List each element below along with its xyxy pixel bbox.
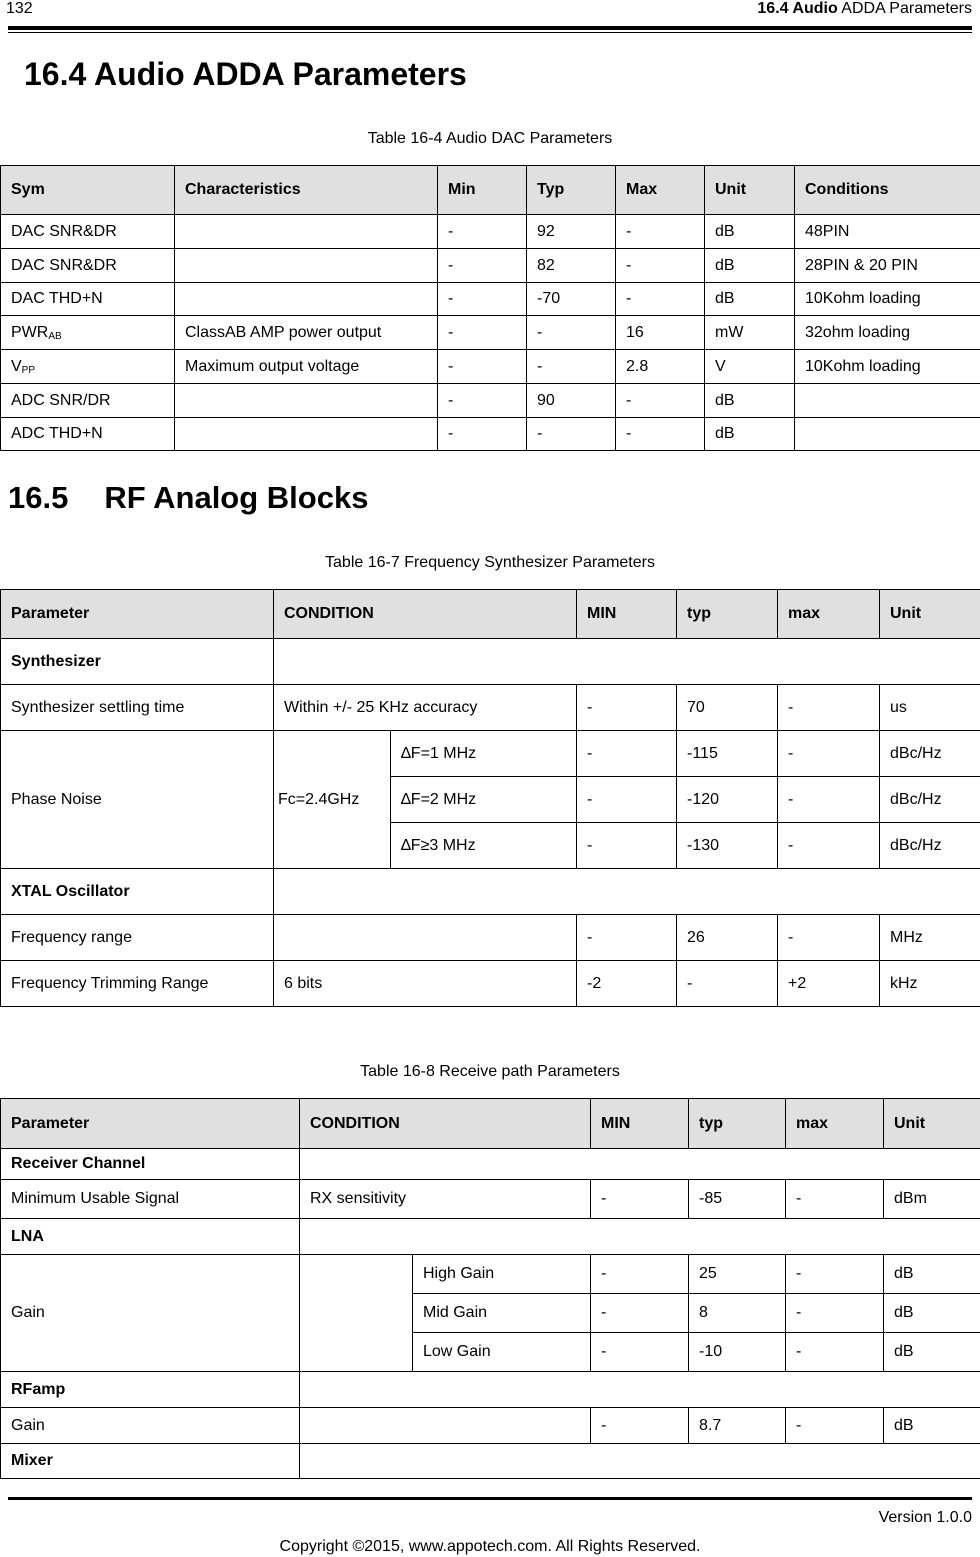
table-synth-caption: Table 16-7 Frequency Synthesizer Parameters xyxy=(325,554,655,571)
col-header: CONDITION xyxy=(300,1099,591,1149)
cell-char: ClassAB AMP power output xyxy=(175,316,438,350)
table-row xyxy=(1,384,980,418)
cell-unit: dB xyxy=(705,249,795,283)
cell-sym xyxy=(1,215,175,249)
cell-cond: 28PIN & 20 PIN xyxy=(795,249,980,283)
cell-cond: 10Kohm loading xyxy=(795,283,980,316)
table-row xyxy=(1,316,980,350)
col-header: Parameter xyxy=(1,590,274,639)
section-label: Mixer xyxy=(1,1444,300,1479)
cell-max: - xyxy=(616,249,705,283)
cell-unit: dB xyxy=(884,1333,980,1372)
cell-param: Phase Noise xyxy=(1,731,274,869)
cell-cond: Fc=2.4GHz xyxy=(274,731,391,869)
col-header: Min xyxy=(438,166,527,215)
cell-max: - xyxy=(616,215,705,249)
section-row xyxy=(1,869,980,915)
cell-unit: V xyxy=(705,350,795,384)
sym-text: ADC THD+N xyxy=(11,425,103,442)
cell-cond xyxy=(274,915,577,961)
table-row xyxy=(1,685,980,731)
cell-cond: RX sensitivity xyxy=(300,1180,591,1219)
section-heading-16-4: 16.4 Audio ADDA Parameters xyxy=(24,56,467,92)
cell-min: - xyxy=(438,418,527,451)
col-header: Typ xyxy=(527,166,616,215)
cell-min: - xyxy=(438,316,527,350)
cell-min: - xyxy=(577,731,677,777)
col-header: Max xyxy=(616,166,705,215)
section-number: 16.5 xyxy=(8,480,69,515)
cell-typ: 8 xyxy=(689,1294,786,1333)
cell-cond xyxy=(300,1255,413,1372)
cell-unit: mW xyxy=(705,316,795,350)
cell-param: Frequency range xyxy=(1,915,274,961)
cell-cond: 32ohm loading xyxy=(795,316,980,350)
cell-typ: 90 xyxy=(527,384,616,418)
col-header: MIN xyxy=(591,1099,689,1149)
cell-param: Synthesizer settling time xyxy=(1,685,274,731)
sym-text: ADC SNR/DR xyxy=(11,391,111,409)
table-row xyxy=(1,1180,980,1219)
cell-unit: dB xyxy=(705,384,795,418)
copyright-text: Copyright ©2015, www.appotech.com. All Rights Reserved. xyxy=(279,1538,701,1555)
cell-unit: dB xyxy=(884,1408,980,1444)
cell-min: - xyxy=(438,350,527,384)
cell-unit: us xyxy=(880,685,980,731)
cell-typ: -115 xyxy=(677,731,778,777)
cell-max: - xyxy=(786,1180,884,1219)
table-synth xyxy=(0,589,980,1007)
col-header: CONDITION xyxy=(274,590,577,639)
section-spacer xyxy=(274,869,980,915)
col-header: Conditions xyxy=(795,166,980,215)
table-row xyxy=(1,283,980,316)
cell-typ: 26 xyxy=(677,915,778,961)
cell-unit: dBc/Hz xyxy=(880,777,980,823)
cell-max: - xyxy=(778,823,880,869)
cell-max: - xyxy=(786,1255,884,1294)
col-header: max xyxy=(786,1099,884,1149)
cell-min: -2 xyxy=(577,961,677,1007)
cell-char xyxy=(175,384,438,418)
section-spacer xyxy=(300,1149,980,1180)
cell-max: - xyxy=(778,777,880,823)
col-header: Parameter xyxy=(1,1099,300,1149)
sym-subscript: PP xyxy=(21,364,36,376)
section-row xyxy=(1,639,980,685)
header-rule-thin xyxy=(8,32,972,33)
sym-subscript: AB xyxy=(48,330,62,342)
cell-min: - xyxy=(591,1408,689,1444)
cell-typ: 25 xyxy=(689,1255,786,1294)
cell-typ: 82 xyxy=(527,249,616,283)
cell-cond xyxy=(795,384,980,418)
table-row xyxy=(1,915,980,961)
cell-unit: dB xyxy=(705,215,795,249)
table-row xyxy=(1,350,980,384)
cell-sym xyxy=(1,249,175,283)
cell-max: 16 xyxy=(616,316,705,350)
cell-sym xyxy=(1,316,175,350)
table-row xyxy=(1,418,980,451)
cell-typ: - xyxy=(527,316,616,350)
col-header: Unit xyxy=(705,166,795,215)
cell-cond: 6 bits xyxy=(274,961,577,1007)
cell-max: - xyxy=(786,1333,884,1372)
cell-char xyxy=(175,215,438,249)
cell-typ: 70 xyxy=(677,685,778,731)
cell-unit: dB xyxy=(705,418,795,451)
section-spacer xyxy=(274,639,980,685)
section-label: XTAL Oscillator xyxy=(1,869,274,915)
cell-min: - xyxy=(577,915,677,961)
section-row xyxy=(1,1372,980,1408)
cell-max: - xyxy=(786,1294,884,1333)
cell-subcond: ∆F=2 MHz xyxy=(391,777,577,823)
version-label: Version 1.0.0 xyxy=(878,1509,972,1526)
table-header-row xyxy=(1,1099,980,1149)
col-header: Characteristics xyxy=(175,166,438,215)
cell-param: Gain xyxy=(1,1255,300,1372)
sym-text: DAC SNR&DR xyxy=(11,222,117,240)
cell-unit: dBc/Hz xyxy=(880,731,980,777)
table-row xyxy=(1,731,980,777)
cell-min: - xyxy=(577,823,677,869)
table-row xyxy=(1,961,980,1007)
table-row xyxy=(1,249,980,283)
cell-unit: dBc/Hz xyxy=(880,823,980,869)
cell-typ: -70 xyxy=(527,283,616,316)
section-label: Synthesizer xyxy=(1,639,274,685)
cell-typ: 8.7 xyxy=(689,1408,786,1444)
cell-max: +2 xyxy=(778,961,880,1007)
cell-min: - xyxy=(591,1294,689,1333)
cell-min: - xyxy=(438,215,527,249)
section-row xyxy=(1,1444,980,1479)
sym-text: PWR xyxy=(11,323,49,341)
cell-cond: 48PIN xyxy=(795,215,980,249)
section-row xyxy=(1,1219,980,1255)
col-header: max xyxy=(778,590,880,639)
table-row xyxy=(1,1408,980,1444)
section-spacer xyxy=(300,1444,980,1479)
col-header: MIN xyxy=(577,590,677,639)
cell-max: - xyxy=(786,1408,884,1444)
table-dac xyxy=(0,165,980,451)
cell-typ: - xyxy=(677,961,778,1007)
page-number: 132 xyxy=(6,0,33,17)
table-rx xyxy=(0,1098,980,1479)
cell-sym xyxy=(1,384,175,418)
cell-cond xyxy=(300,1408,591,1444)
cell-unit: dB xyxy=(705,283,795,316)
sym-text: DAC THD+N xyxy=(11,290,103,307)
cell-max: 2.8 xyxy=(616,350,705,384)
cell-sym xyxy=(1,418,175,451)
cell-unit: dB xyxy=(884,1294,980,1333)
table-row xyxy=(1,1255,980,1294)
section-row xyxy=(1,1149,980,1180)
cell-max: - xyxy=(778,915,880,961)
col-header: Unit xyxy=(884,1099,980,1149)
running-header-rest: ADDA Parameters xyxy=(837,0,972,17)
cell-min: - xyxy=(591,1333,689,1372)
cell-unit: dBm xyxy=(884,1180,980,1219)
running-header xyxy=(757,0,972,18)
cell-unit: kHz xyxy=(880,961,980,1007)
cell-typ: - xyxy=(527,350,616,384)
section-label: RFamp xyxy=(1,1372,300,1408)
col-header: Unit xyxy=(880,590,980,639)
cell-min: - xyxy=(438,283,527,316)
section-heading-16-5 xyxy=(8,480,368,516)
header-rule xyxy=(8,26,972,30)
section-label: LNA xyxy=(1,1219,300,1255)
table-rx-caption: Table 16-8 Receive path Parameters xyxy=(360,1063,620,1080)
cell-param: Gain xyxy=(1,1408,300,1444)
cell-unit: MHz xyxy=(880,915,980,961)
section-title: RF Analog Blocks xyxy=(104,480,369,515)
cell-subcond: Mid Gain xyxy=(413,1294,591,1333)
section-spacer xyxy=(300,1372,980,1408)
cell-typ: -120 xyxy=(677,777,778,823)
cell-min: - xyxy=(577,685,677,731)
section-spacer xyxy=(300,1219,980,1255)
cell-typ: -85 xyxy=(689,1180,786,1219)
col-header: typ xyxy=(677,590,778,639)
section-label: Receiver Channel xyxy=(1,1149,300,1180)
cell-min: - xyxy=(438,249,527,283)
cell-unit: dB xyxy=(884,1255,980,1294)
cell-max: - xyxy=(778,731,880,777)
sym-text: DAC SNR&DR xyxy=(11,256,117,274)
running-header-bold: 16.4 Audio xyxy=(757,0,838,17)
table-row xyxy=(1,215,980,249)
cell-char xyxy=(175,418,438,451)
sym-text: V xyxy=(11,357,22,375)
cell-subcond: Low Gain xyxy=(413,1333,591,1372)
cell-cond: 10Kohm loading xyxy=(795,350,980,384)
cell-char: Maximum output voltage xyxy=(175,350,438,384)
cell-char xyxy=(175,283,438,316)
cell-subcond: ∆F=1 MHz xyxy=(391,731,577,777)
table-header-row xyxy=(1,590,980,639)
cell-max: - xyxy=(778,685,880,731)
cell-typ: -130 xyxy=(677,823,778,869)
cell-min: - xyxy=(438,384,527,418)
table-dac-caption: Table 16-4 Audio DAC Parameters xyxy=(367,130,613,147)
cell-max: - xyxy=(616,283,705,316)
cell-min: - xyxy=(577,777,677,823)
cell-param: Minimum Usable Signal xyxy=(1,1180,300,1219)
cell-sym xyxy=(1,283,175,316)
cell-typ: - xyxy=(527,418,616,451)
footer-rule xyxy=(8,1497,972,1500)
cell-typ: 92 xyxy=(527,215,616,249)
col-header: typ xyxy=(689,1099,786,1149)
cell-cond xyxy=(795,418,980,451)
cell-param: Frequency Trimming Range xyxy=(1,961,274,1007)
table-header-row xyxy=(1,166,980,215)
cell-min: - xyxy=(591,1255,689,1294)
cell-typ: -10 xyxy=(689,1333,786,1372)
cell-max: - xyxy=(616,384,705,418)
cell-min: - xyxy=(591,1180,689,1219)
cell-sym xyxy=(1,350,175,384)
col-header: Sym xyxy=(1,166,175,215)
cell-subcond: High Gain xyxy=(413,1255,591,1294)
cell-cond: Within +/- 25 KHz accuracy xyxy=(274,685,577,731)
cell-char xyxy=(175,249,438,283)
cell-max: - xyxy=(616,418,705,451)
cell-subcond: ∆F≥3 MHz xyxy=(391,823,577,869)
